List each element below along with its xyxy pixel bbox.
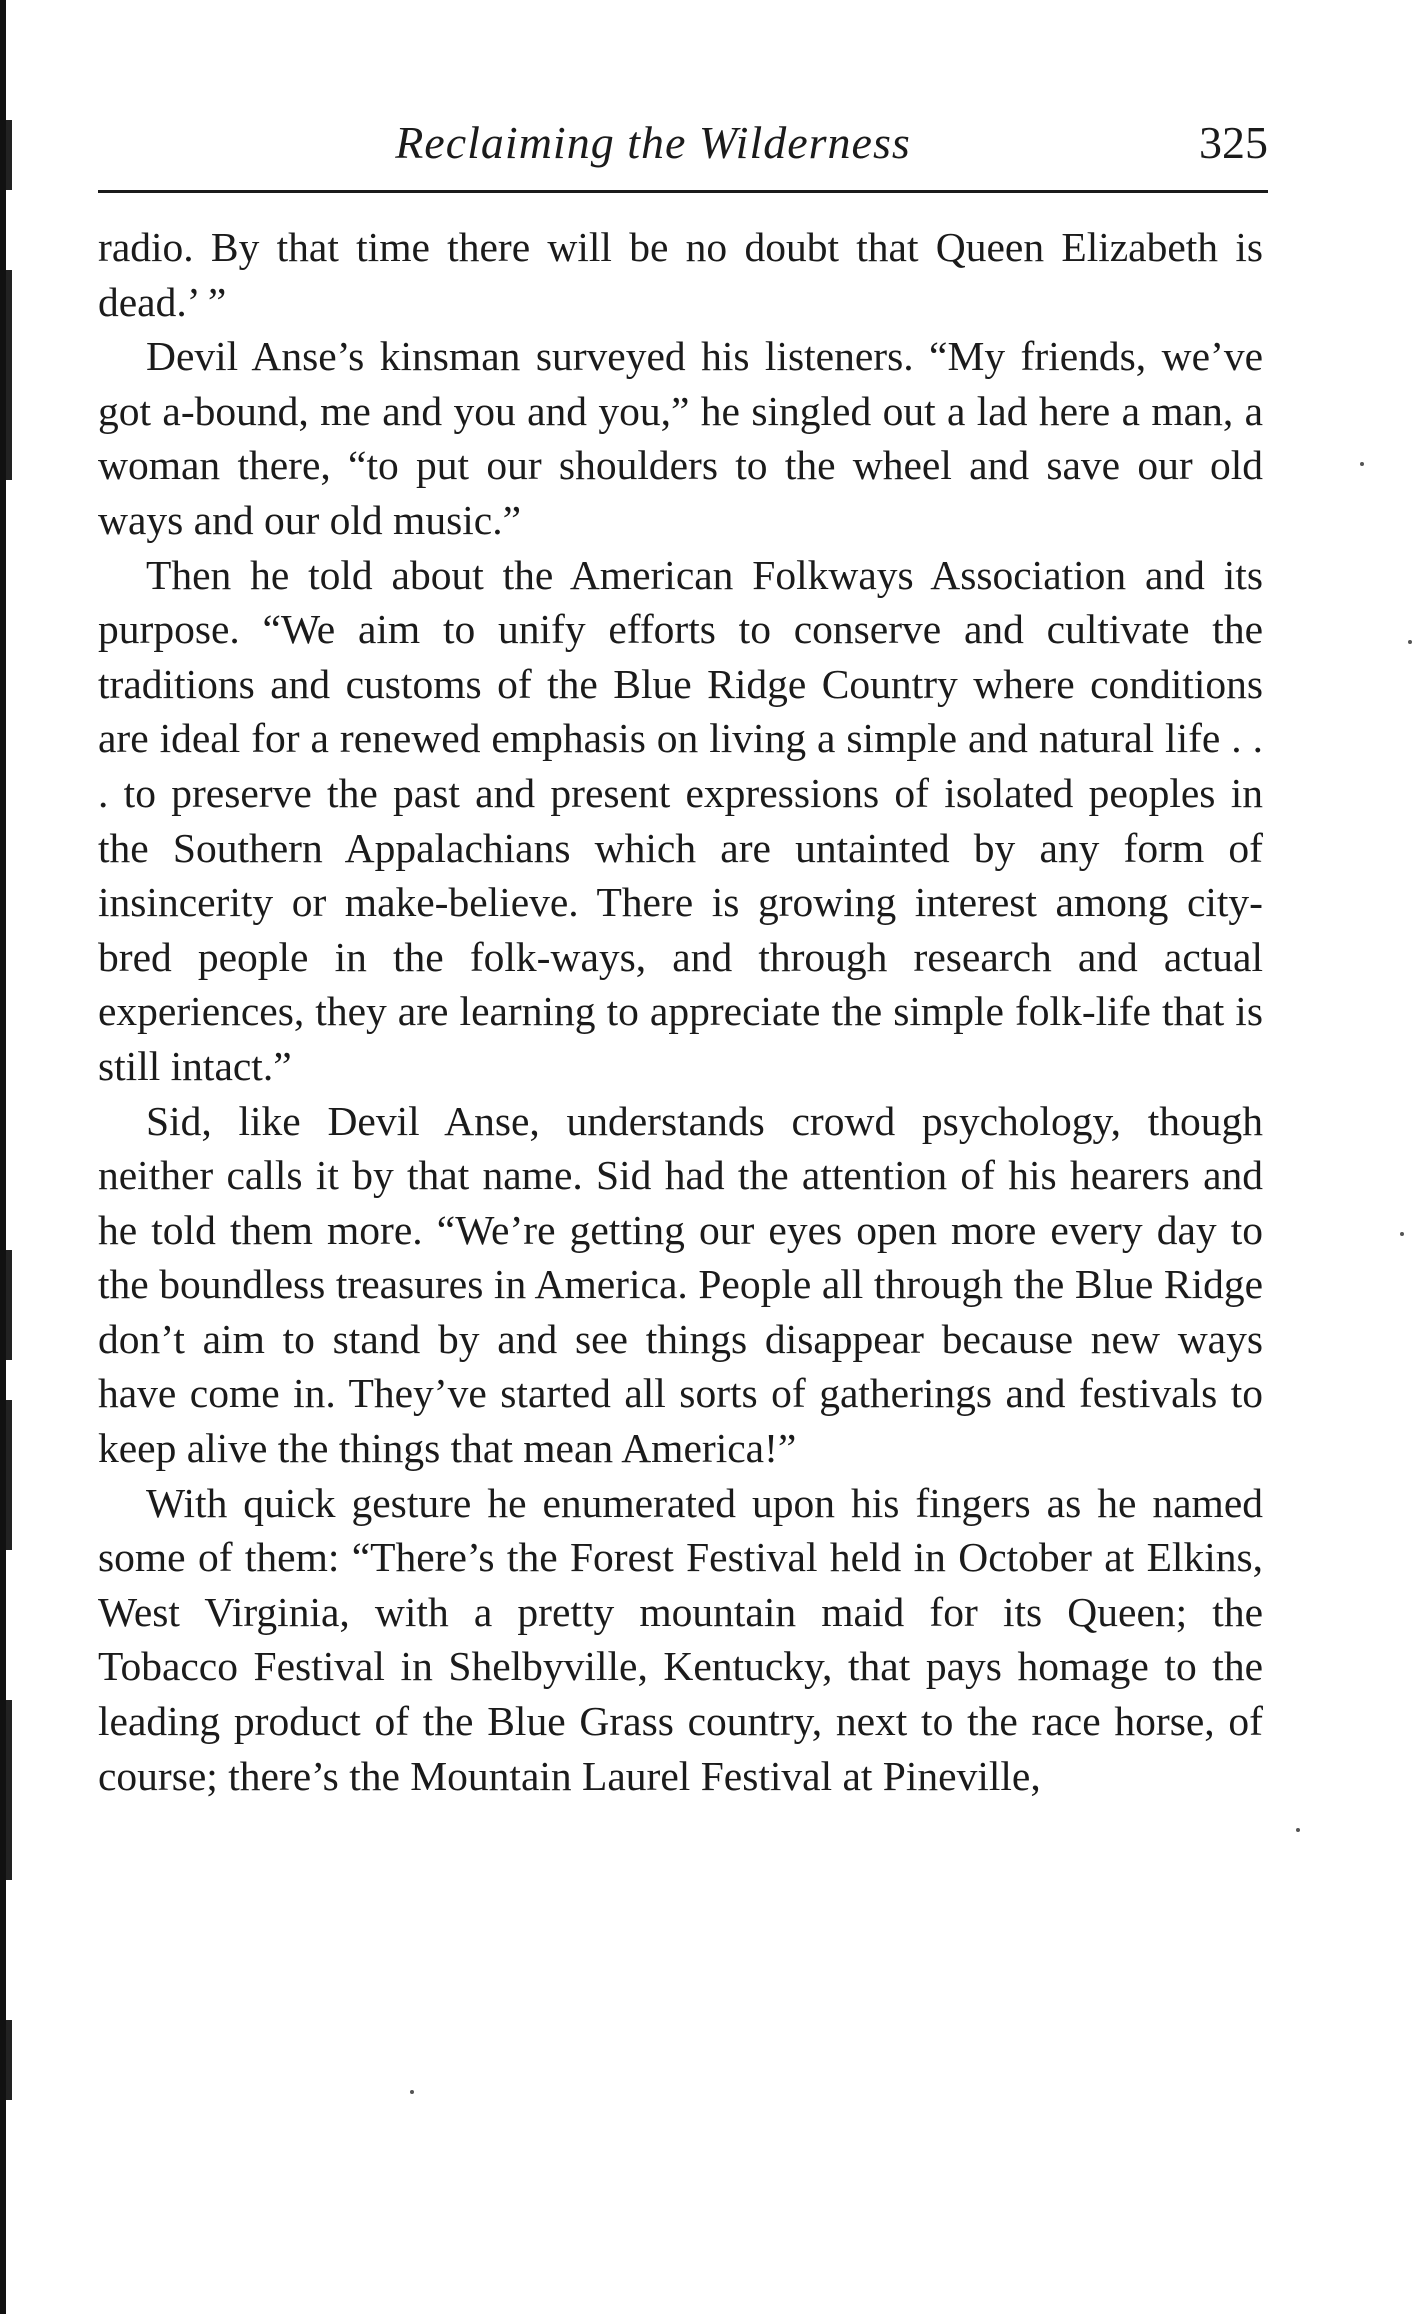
binding-shadow-mark bbox=[6, 2020, 12, 2100]
binding-shadow-mark bbox=[6, 1700, 12, 1880]
page-number: 325 bbox=[1199, 117, 1268, 168]
body-text bbox=[98, 220, 1263, 1803]
running-header bbox=[98, 108, 1268, 178]
paper-speck bbox=[1296, 1828, 1300, 1832]
paper-speck bbox=[1360, 462, 1364, 466]
paper-speck bbox=[410, 2090, 414, 2094]
paragraph: Devil Anse’s kinsman surveyed his listeners. “My friends, we’ve got a-bound, me and you and you,” he singled out a lad here a man, a woman there, “to put our shoulders to the wheel and save our old ways and our old music.” bbox=[98, 333, 1263, 543]
paragraph: With quick gesture he enumerated upon his fingers as he named some of them: “There’s the Forest Festival held in October at Elkins, West Virginia, with a pretty mountain maid for its Queen; the Tobacco Festival in Shelbyville, Kentucky, that pays homage to the leading product of the Blue Grass country, next to the race horse, of course; there’s the Mountain Laurel Festival at Pineville, bbox=[98, 1479, 1263, 1799]
paragraph: radio. By that time there will be no doubt that Queen Elizabeth is dead.’ ” bbox=[98, 224, 1263, 325]
binding-shadow-mark bbox=[6, 120, 12, 190]
binding-shadow-mark bbox=[6, 1250, 12, 1360]
paragraph: Then he told about the American Folkways Association and its purpose. “We aim to unify efforts to conserve and cultivate the traditions and customs of the Blue Ridge Country where conditions are ideal for a renewed emphasis on living a simple and natural life . . . to preserve the past and present expressions of isolated peoples in the Southern Appalachians which are untainted by any form of insincerity or make-believe. There is growing interest among city-bred people in the folk-ways, and through research and actual experiences, they are learning to appreciate the simple folk-life that is still intact.” bbox=[98, 551, 1263, 1089]
paper-speck bbox=[1400, 1232, 1404, 1236]
paper-speck bbox=[1408, 640, 1412, 644]
binding-shadow-mark bbox=[6, 270, 12, 480]
binding-shadow-mark bbox=[6, 1400, 12, 1550]
header-rule bbox=[98, 190, 1268, 193]
running-title: Reclaiming the Wilderness bbox=[395, 117, 911, 168]
paragraph: Sid, like Devil Anse, understands crowd psychology, though neither calls it by that name. Sid had the attention of his hearers and he told them more. “We’re getting our eyes open more every day to the boundless treasures in America. People all through the Blue Ridge don’t aim to stand by and see things disappear because new ways have come in. They’ve started all sorts of gatherings and festivals to keep alive the things that mean America!” bbox=[98, 1097, 1263, 1472]
